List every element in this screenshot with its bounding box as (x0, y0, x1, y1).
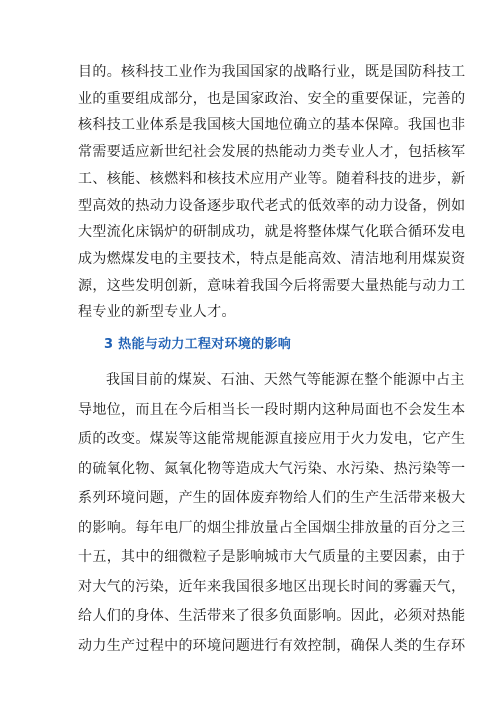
paragraph-line: 成为燃煤发电的主要技术，特点是能高效、清洁地利用煤炭资 (78, 250, 466, 267)
paragraph-line: 导地位，而且在今后相当长一段时期内这种局面也不会发生本 (78, 401, 466, 418)
paragraph-line: 十五，其中的细微粒子是影响城市大气质量的主要因素，由于 (78, 549, 466, 565)
paragraph-line: 源，这些发明创新，意味着我国今后将需要大量热能与动力工 (78, 277, 466, 294)
paragraph-line: 系列环境问题，产生的固体废弃物给人们的生产生活带来极大 (78, 490, 466, 506)
paragraph-line: 的影响。每年电厂的烟尘排放量占全国烟尘排放量的百分之三 (78, 519, 466, 536)
paragraph-line: 质的改变。煤炭等这能常规能源直接应用于火力发电，它产生 (78, 431, 466, 447)
paragraph-line: 常需要适应新世纪社会发展的热能动力类专业人才，包括核军 (78, 144, 466, 161)
paragraph-line: 型高效的热动力设备逐步取代老式的低效率的动力设备，例如 (78, 197, 466, 214)
section-heading: 3 热能与动力工程对环境的影响 (104, 337, 292, 352)
paragraph-line: 给人们的身体、生活带来了很多负面影响。因此，必须对热能 (78, 608, 466, 624)
paragraph-line: 业的重要组成部分，也是国家政治、安全的重要保证，完善的 (78, 90, 466, 107)
paragraph-line: 程专业的新型专业人才。 (78, 304, 236, 321)
paragraph-line: 目的。核科技工业作为我国国家的战略行业，既是国防科技工 (78, 64, 466, 80)
paragraph-line: 我国目前的煤炭、石油、天然气等能源在整个能源中占主 (106, 372, 465, 388)
paragraph-line: 对大气的污染，近年来我国很多地区出现长时间的雾霾天气， (78, 578, 466, 595)
paragraph-line: 工、核能、核燃料和核技术应用产业等。随着科技的进步，新 (78, 170, 466, 187)
paragraph-line: 核科技工业体系是我国核大国地位确立的基本保障。我国也非 (78, 117, 466, 134)
paragraph-line: 的硫氧化物、氮氧化物等造成大气污染、水污染、热污染等一 (78, 460, 466, 477)
paragraph-line: 动力生产过程中的环境问题进行有效控制，确保人类的生存环 (78, 637, 466, 654)
paragraph-line: 大型流化床锅炉的研制成功，就是将整体煤气化联合循环发电 (78, 224, 466, 241)
